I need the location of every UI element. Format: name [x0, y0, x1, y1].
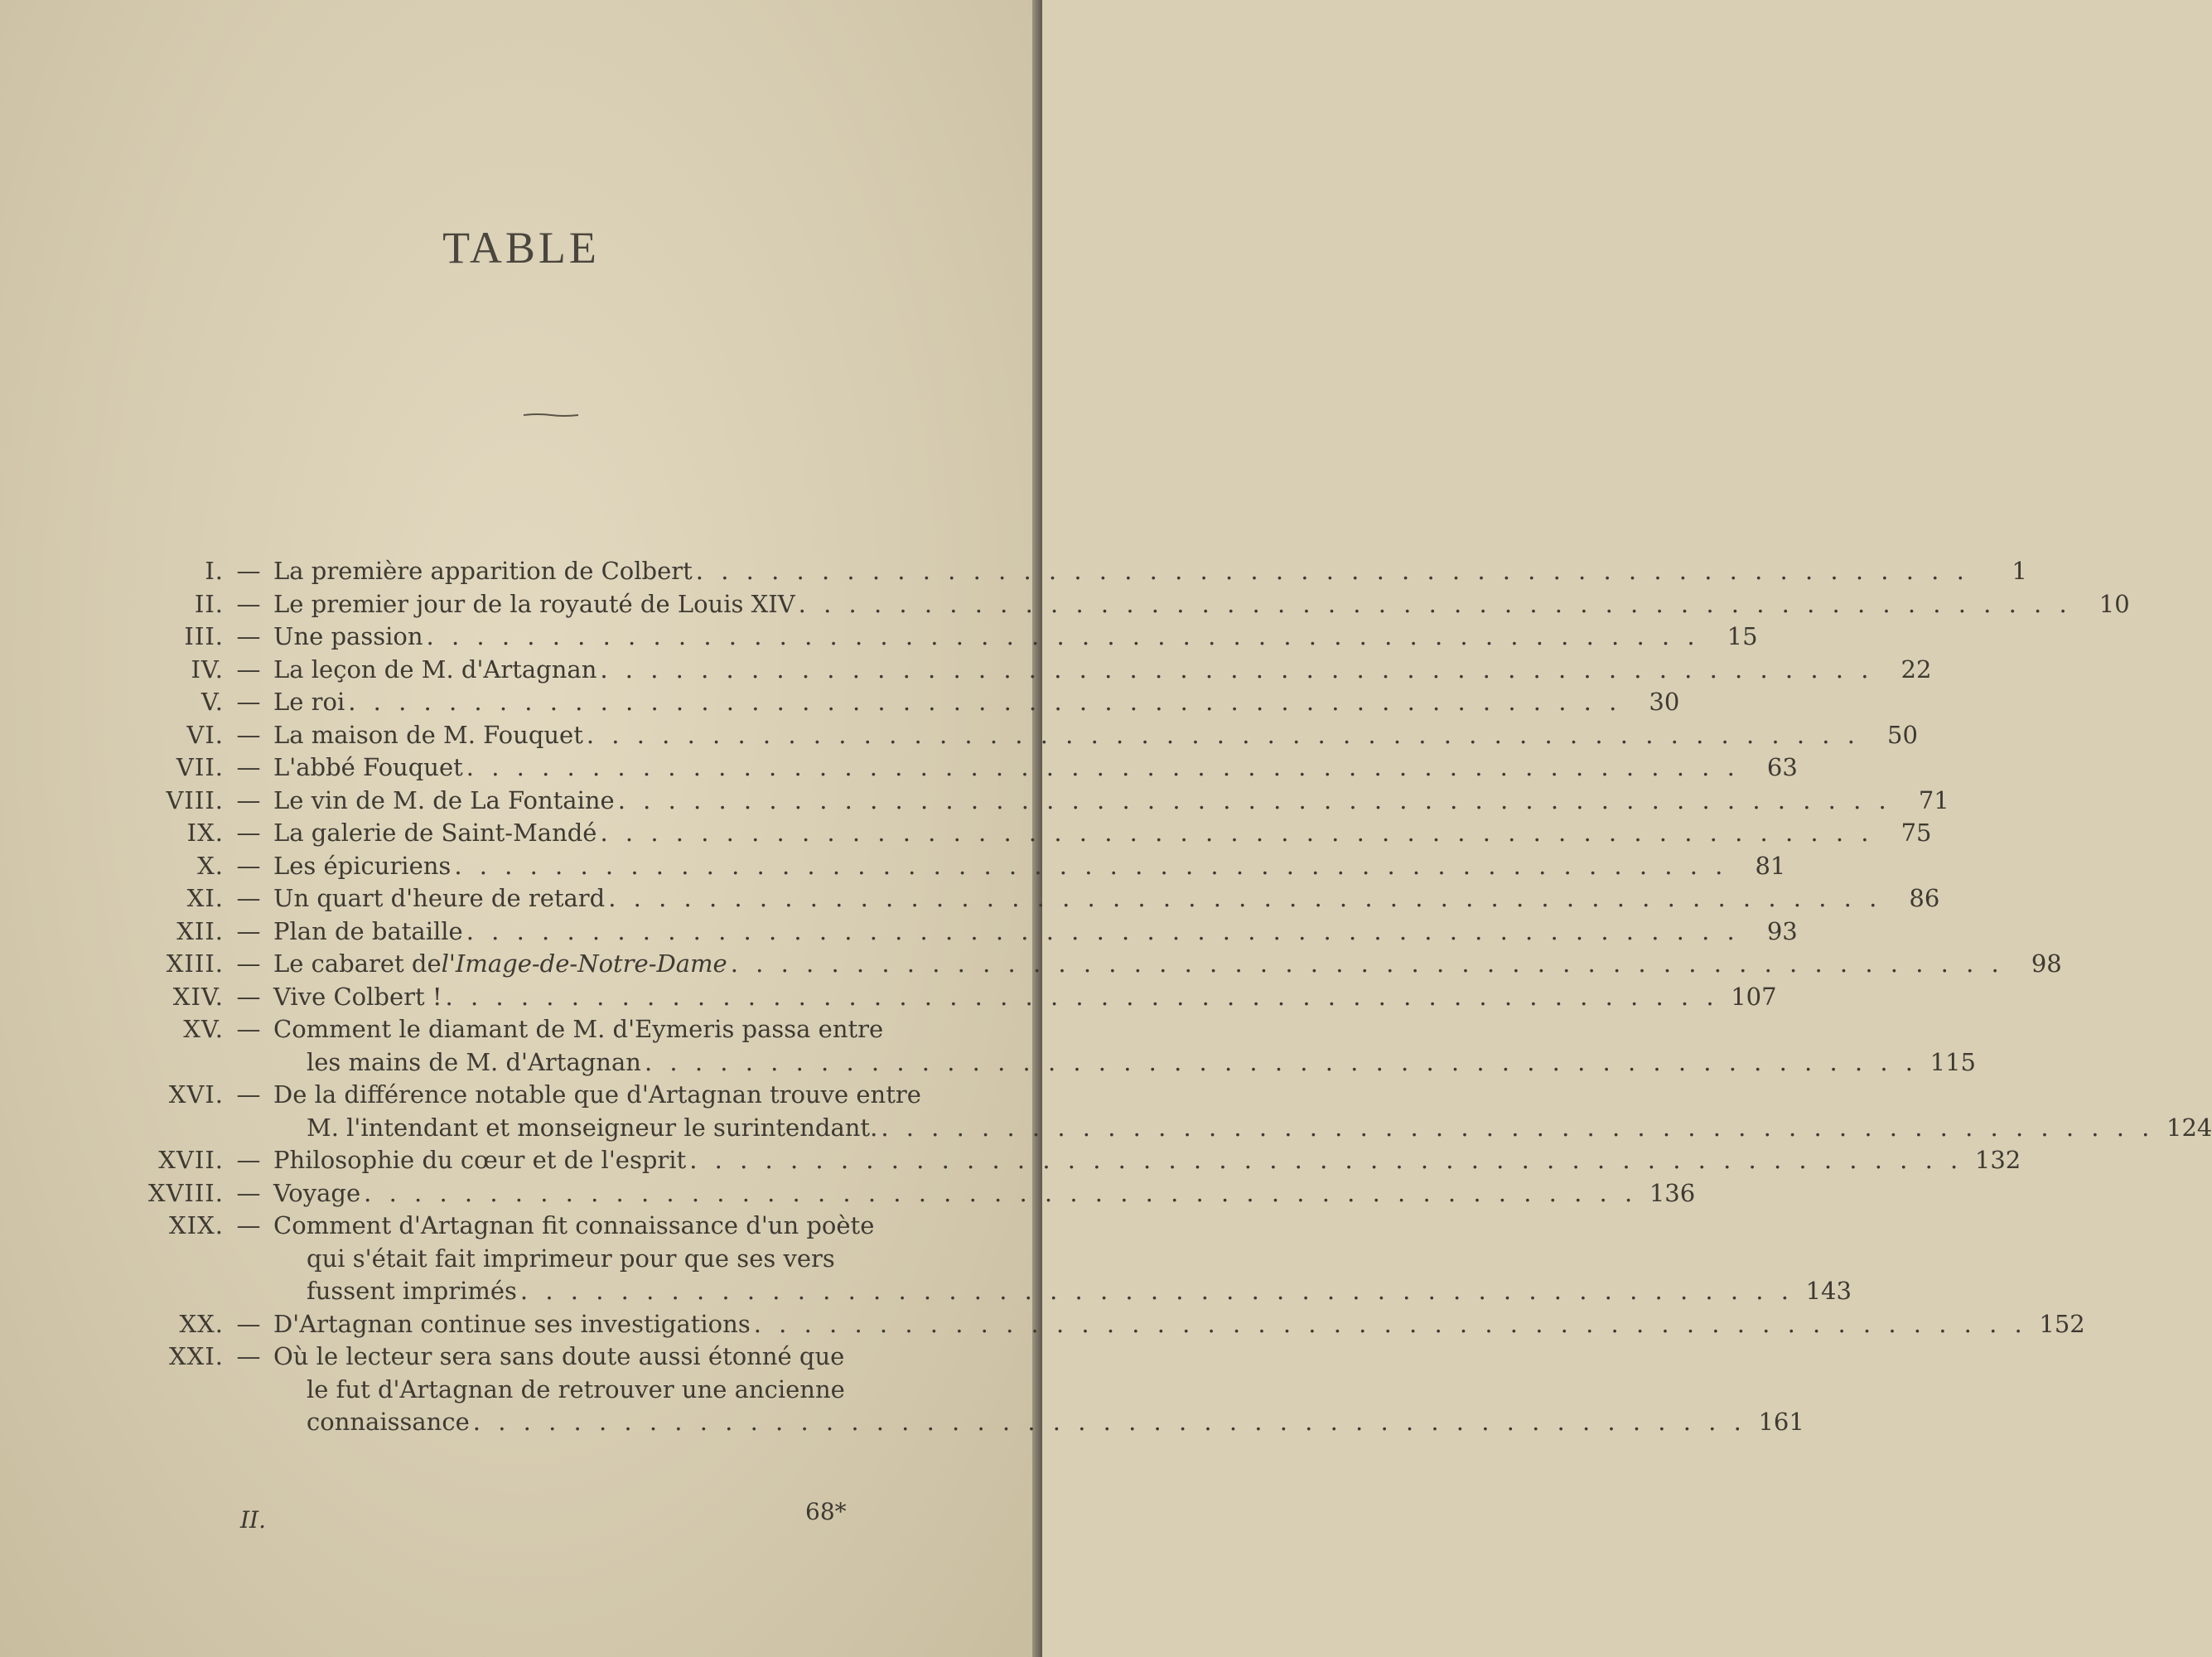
dot-leader [795, 588, 2072, 621]
toc-entry [99, 1210, 1852, 1308]
page-number: 115 [1929, 1047, 1976, 1076]
page-number: 107 [1731, 982, 1777, 1011]
sheet-number: 68* [805, 1498, 847, 1525]
em-dash: — [236, 982, 261, 1011]
chapter-title-line [273, 1046, 1918, 1080]
chapter-title [273, 1013, 1918, 1079]
chapter-title-line [273, 1341, 1746, 1374]
chapter-title-text: Le roi [273, 688, 345, 716]
page-title: TABLE [442, 223, 600, 273]
chapter-title-text: Les épicuriens [273, 851, 452, 880]
chapter-title-line [273, 1177, 1637, 1210]
chapter-title-text: La leçon de M. d'Artagnan [273, 655, 597, 684]
page-number: 50 [1887, 720, 1918, 749]
chapter-number: XII. [176, 916, 224, 945]
chapter-number: IV. [191, 655, 224, 684]
chapter-title [273, 1341, 1746, 1439]
chapter-title-text: Comment le diamant de M. d'Eymeris passa entre [273, 1015, 884, 1043]
dot-leader [345, 686, 1621, 719]
dot-leader [463, 751, 1740, 785]
signature-mark: II. [240, 1506, 267, 1534]
chapter-title [273, 686, 1621, 719]
toc-entry [99, 981, 1777, 1014]
chapter-title [273, 719, 1860, 752]
chapter-title [273, 882, 1881, 915]
dot-leader [423, 621, 1700, 654]
chapter-number: VIII. [166, 785, 224, 814]
chapter-title-line [273, 1374, 1746, 1407]
chapter-title-text: le fut d'Artagnan de retrouver une ancienne [307, 1374, 845, 1403]
toc-entry [99, 1308, 2085, 1341]
chapter-title-text: qui s'était fait imprimeur pour que ses vers [307, 1244, 835, 1273]
chapter-title [273, 621, 1700, 654]
chapter-title [273, 1308, 2027, 1341]
dot-leader [727, 948, 2004, 981]
chapter-title [273, 817, 1874, 850]
chapter-title-line [273, 1243, 1794, 1276]
chapter-title-text: La première apparition de Colbert [273, 557, 693, 585]
chapter-number: XIII. [166, 949, 224, 978]
chapter-title-line [273, 882, 1881, 915]
chapter-title-line [273, 850, 1727, 883]
chapter-number: XVIII. [147, 1178, 224, 1207]
page-number: 10 [2099, 589, 2130, 618]
chapter-title [273, 948, 2004, 981]
toc-entry [99, 882, 1940, 915]
em-dash: — [236, 884, 261, 912]
toc-entry [99, 719, 1918, 752]
toc-entry [99, 654, 1932, 687]
chapter-title [273, 1177, 1637, 1210]
chapter-title [273, 1079, 2154, 1144]
chapter-number: XX. [179, 1309, 224, 1338]
ornament-rule-icon [522, 413, 580, 418]
chapter-title-line [273, 785, 1891, 818]
chapter-title [273, 654, 1873, 687]
chapter-title [273, 981, 1719, 1014]
em-dash: — [236, 720, 261, 749]
page-number: 30 [1649, 688, 1680, 716]
chapter-title-line [273, 1013, 1918, 1046]
chapter-title [273, 915, 1740, 949]
chapter-title-text: La maison de M. Fouquet [273, 720, 583, 749]
page-number: 132 [1974, 1146, 2021, 1174]
chapter-number: XIX. [169, 1211, 224, 1239]
em-dash: — [236, 785, 261, 814]
em-dash: — [236, 949, 261, 978]
em-dash: — [236, 1178, 261, 1207]
toc-entry [99, 915, 1798, 949]
em-dash: — [236, 1146, 261, 1174]
chapter-title [273, 588, 2072, 621]
page-number: 98 [2031, 949, 2062, 978]
em-dash: — [236, 851, 261, 880]
toc-entry [99, 686, 1680, 719]
chapter-title-italic: l'Image-de-Notre-Dame [441, 949, 727, 978]
dot-leader [751, 1308, 2027, 1341]
chapter-title-line [273, 654, 1873, 687]
chapter-title [273, 785, 1891, 818]
toc-entry [99, 948, 2062, 981]
chapter-title-line [273, 1079, 2154, 1112]
chapter-title-text: L'abbé Fouquet [273, 753, 463, 781]
toc-entry [99, 555, 2027, 588]
dot-leader [451, 850, 1727, 883]
dot-leader [596, 817, 1873, 850]
chapter-title-line [273, 948, 2004, 981]
toc-entry [99, 1013, 1976, 1079]
dot-leader [693, 555, 1969, 588]
chapter-number: IX. [186, 819, 224, 847]
toc-entry [99, 1144, 2021, 1177]
em-dash: — [236, 622, 261, 650]
chapter-title-text: Voyage [273, 1178, 361, 1207]
chapter-title-text: les mains de M. d'Artagnan [307, 1047, 641, 1076]
chapter-title [273, 850, 1727, 883]
chapter-number: II. [194, 589, 224, 618]
chapter-title-text: Le premier jour de la royauté de Louis XIV [273, 589, 795, 618]
chapter-title-line [273, 719, 1860, 752]
chapter-title-text: connaissance [307, 1408, 470, 1436]
page-number: 124 [2166, 1113, 2212, 1142]
chapter-number: III. [184, 622, 224, 650]
em-dash: — [236, 589, 261, 618]
chapter-number: XIV. [172, 982, 224, 1011]
toc-entry [99, 817, 1932, 850]
page-number: 143 [1805, 1277, 1852, 1305]
em-dash: — [236, 1211, 261, 1239]
chapter-title-line [273, 686, 1621, 719]
chapter-title-text: Un quart d'heure de retard [273, 884, 606, 912]
dot-leader [583, 719, 1860, 752]
toc-entry [99, 751, 1798, 785]
chapter-title-line [273, 817, 1874, 850]
toc-entry [99, 1341, 1804, 1439]
em-dash: — [236, 557, 261, 585]
chapter-title-line [273, 555, 1969, 588]
em-dash: — [236, 1080, 261, 1109]
em-dash: — [236, 819, 261, 847]
chapter-title-line [273, 1275, 1794, 1308]
em-dash: — [236, 688, 261, 716]
em-dash: — [236, 916, 261, 945]
chapter-title-text: Comment d'Artagnan fit connaissance d'un poète [273, 1211, 875, 1239]
chapter-title-text: Vive Colbert ! [273, 982, 442, 1011]
dot-leader [517, 1275, 1794, 1308]
table-of-contents [99, 555, 2212, 1439]
dot-leader [442, 981, 1719, 1014]
chapter-title [273, 1144, 1963, 1177]
page-number: 161 [1758, 1408, 1804, 1436]
chapter-title-text: Où le lecteur sera sans doute aussi étonné que [273, 1342, 845, 1370]
toc-entry [99, 1079, 2212, 1144]
chapter-title-line [273, 1308, 2027, 1341]
chapter-number: VII. [176, 753, 224, 781]
toc-entry [99, 621, 1758, 654]
dot-leader [605, 882, 1881, 915]
chapter-title-line [273, 1112, 2154, 1145]
em-dash: — [236, 1342, 261, 1370]
page-number: 71 [1918, 785, 1949, 814]
page-number: 136 [1649, 1178, 1696, 1207]
page-number: 15 [1727, 622, 1758, 650]
dot-leader [686, 1144, 1963, 1177]
dot-leader [877, 1112, 2154, 1145]
chapter-number: X. [197, 851, 224, 880]
chapter-title-line [273, 621, 1700, 654]
dot-leader [463, 915, 1740, 949]
toc-entry [99, 1177, 1696, 1210]
chapter-title-line [273, 1210, 1794, 1243]
toc-entry [99, 850, 1786, 883]
chapter-title-text: Le cabaret de [273, 949, 442, 978]
chapter-number: XVI. [168, 1080, 224, 1109]
chapter-title-text: Le vin de M. de La Fontaine [273, 785, 615, 814]
chapter-number: XXI. [169, 1342, 224, 1370]
chapter-title [273, 555, 1969, 588]
chapter-title-line [273, 1406, 1746, 1439]
toc-entry [99, 588, 2130, 621]
chapter-number: I. [205, 557, 224, 585]
chapter-number: VI. [186, 720, 224, 749]
chapter-title-text: De la différence notable que d'Artagnan trouve entre [273, 1080, 921, 1109]
chapter-title [273, 751, 1740, 785]
page-number: 1 [2012, 557, 2027, 585]
chapter-title-line [273, 1144, 1963, 1177]
page-number: 93 [1766, 916, 1798, 945]
chapter-title-line [273, 981, 1719, 1014]
chapter-title-text: fussent imprimés [307, 1277, 517, 1305]
dot-leader [596, 654, 1873, 687]
em-dash: — [236, 1015, 261, 1043]
chapter-title-text: D'Artagnan continue ses investigations [273, 1309, 751, 1338]
chapter-number: XV. [183, 1015, 224, 1043]
page-number: 81 [1755, 851, 1786, 880]
chapter-title-line [273, 588, 2072, 621]
dot-leader [470, 1406, 1746, 1439]
page-number: 22 [1900, 655, 1932, 684]
em-dash: — [236, 753, 261, 781]
page-number: 152 [2039, 1309, 2085, 1338]
page-number: 75 [1900, 819, 1932, 847]
dot-leader [615, 785, 1891, 818]
chapter-title [273, 1210, 1794, 1308]
toc-entry [99, 785, 1949, 818]
chapter-title-text: Philosophie du cœur et de l'esprit [273, 1146, 687, 1174]
em-dash: — [236, 1309, 261, 1338]
chapter-number: XI. [186, 884, 224, 912]
dot-leader [360, 1177, 1637, 1210]
dot-leader [641, 1046, 1918, 1080]
chapter-number: XVII. [158, 1146, 224, 1174]
chapter-title-line [273, 751, 1740, 785]
chapter-number: V. [200, 688, 224, 716]
chapter-title-text: Plan de bataille [273, 916, 463, 945]
chapter-title-text: Une passion [273, 622, 423, 650]
chapter-title-text: La galerie de Saint-Mandé [273, 819, 597, 847]
em-dash: — [236, 655, 261, 684]
chapter-title-text: M. l'intendant et monseigneur le surintendant. [307, 1113, 878, 1142]
chapter-title-line [273, 915, 1740, 949]
page-number: 86 [1909, 884, 1940, 912]
page-number: 63 [1766, 753, 1798, 781]
